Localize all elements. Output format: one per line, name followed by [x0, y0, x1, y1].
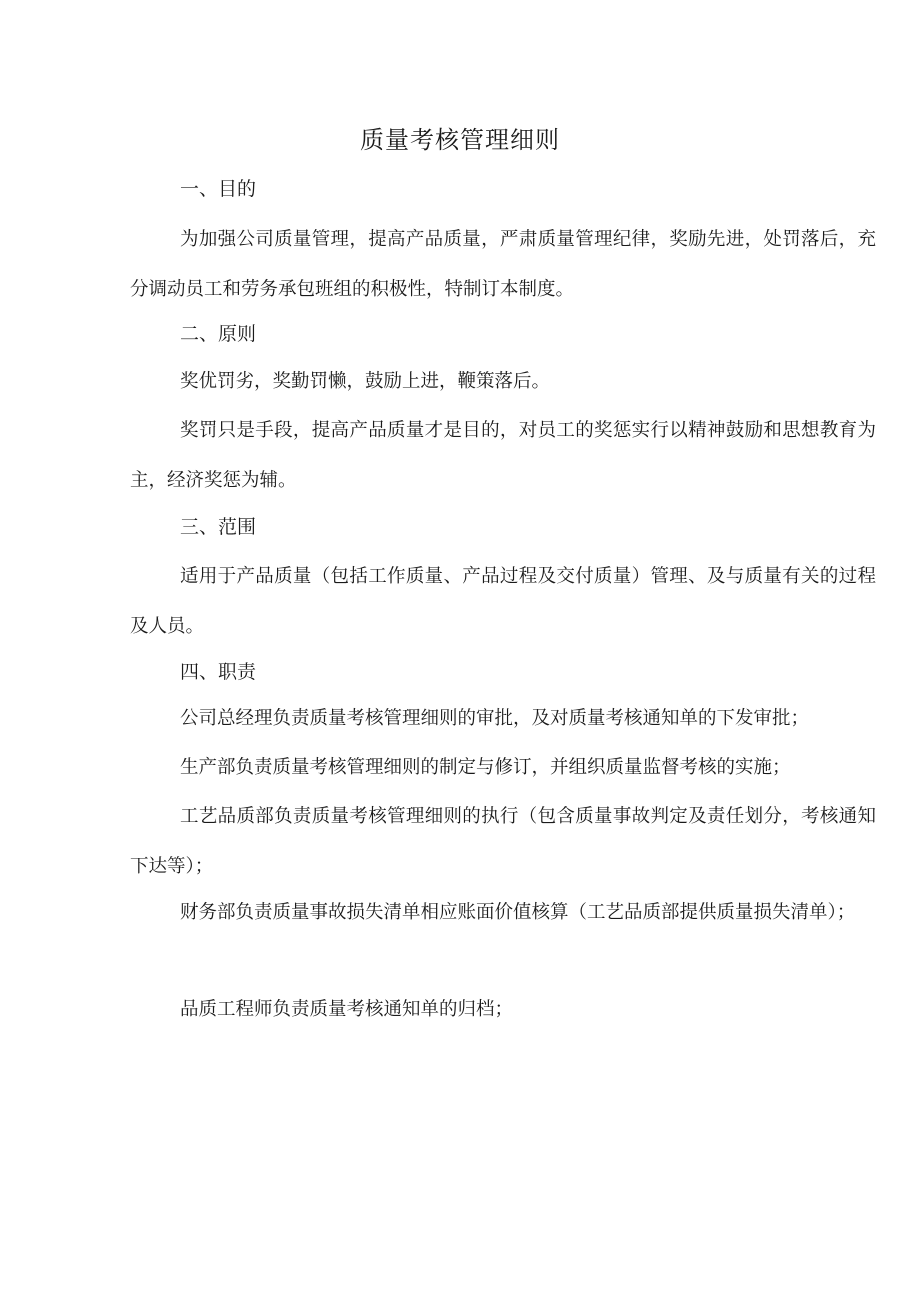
- duty-paragraph-production: 生产部负责质量考核管理细则的制定与修订，并组织质量监督考核的实施；: [180, 757, 791, 778]
- section-heading-scope: 三、范围: [180, 516, 257, 538]
- section-heading-duties: 四、职责: [180, 661, 257, 683]
- section-heading-purpose: 一、目的: [180, 178, 257, 200]
- scope-paragraph: 适用于产品质量（包括工作质量、产品过程及交付质量）管理、及与质量有关的过程及人员。: [130, 566, 876, 637]
- duty-paragraph-gm: 公司总经理负责质量考核管理细则的审批，及对质量考核通知单的下发审批；: [180, 708, 810, 729]
- principle-paragraph-1: 奖优罚劣，奖勤罚懒，鼓励上进，鞭策落后。: [180, 371, 551, 392]
- purpose-paragraph: 为加强公司质量管理，提高产品质量，严肃质量管理纪律，奖励先进，处罚落后，充分调动员工和劳务承包班组的积极性，特制订本制度。: [130, 229, 876, 300]
- duty-paragraph-quality-dept: 工艺品质部负责质量考核管理细则的执行（包含质量事故判定及责任划分，考核通知下达等）；: [130, 806, 876, 877]
- duty-paragraph-quality-engineer: 品质工程师负责质量考核通知单的归档；: [180, 999, 514, 1020]
- duty-paragraph-finance: 财务部负责质量事故损失清单相应账面价值核算（工艺品质部提供质量损失清单）；: [180, 902, 856, 923]
- section-heading-principle: 二、原则: [180, 323, 257, 345]
- principle-paragraph-2: 奖罚只是手段，提高产品质量才是目的，对员工的奖惩实行以精神鼓励和思想教育为主，经济奖惩为辅。: [130, 420, 876, 491]
- document-title: 质量考核管理细则: [360, 126, 560, 154]
